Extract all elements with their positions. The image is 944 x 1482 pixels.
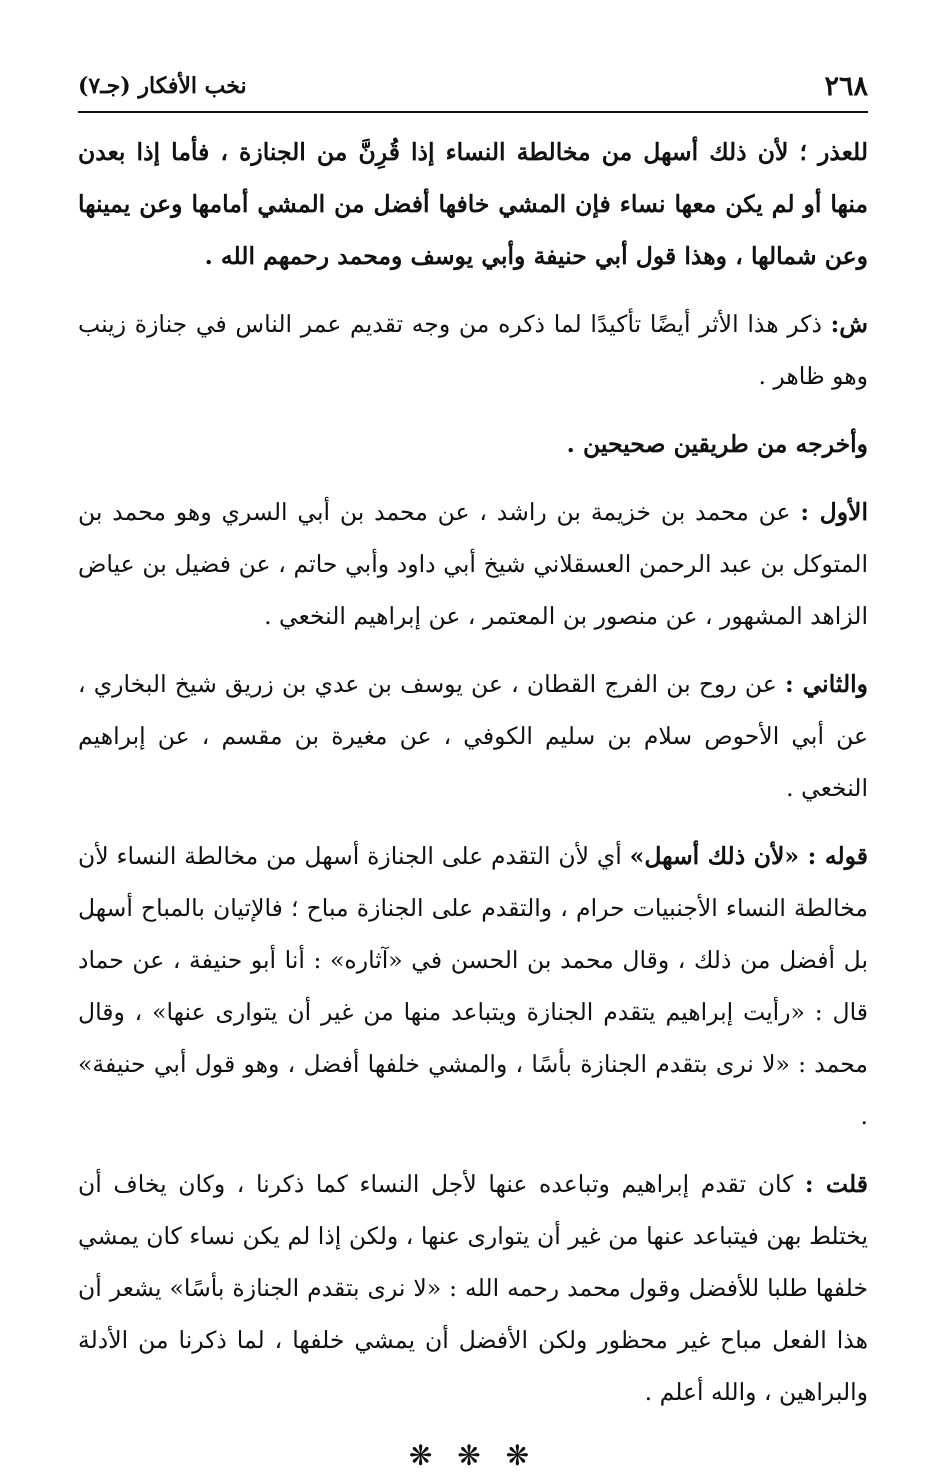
second-chain-lead: والثاني :: [785, 670, 868, 698]
first-chain-paragraph: [78, 486, 868, 642]
sharh-paragraph: [78, 298, 868, 402]
header-rule: [78, 111, 868, 113]
page-header: [78, 66, 868, 106]
first-chain-lead: الأول :: [800, 498, 868, 526]
qawluhu-paragraph: [78, 830, 868, 1142]
matn-paragraph: للعذر ؛ لأن ذلك أسهل من مخالطة النساء إذا قُرِنَّ من الجنازة ، فأما إذا بعدن منها أو لم يكن معها نساء فإن المشي خافها أفضل من المشي أمامها وعن يمينها وعن شمالها ، وهذا قول أبي حنيفة وأبي يوسف ومحمد رحمهم الله .: [78, 138, 868, 270]
second-chain-paragraph: [78, 658, 868, 814]
qultu-text: كان تقدم إبراهيم وتباعده عنها لأجل النساء كما ذكرنا ، وكان يخاف أن يختلط بهن فيتباعد عنها من غير أن يتوارى عنها ، ولكن إذا لم يكن نساء كان يمشي خلفها طلبا للأفضل وقول محمد رحمه الله : «لا نرى بتقدم الجنازة بأسًا» يشعر أن هذا الفعل مباح غير محظور ولكن الأفضل أن يمشي خلفها ، لما ذكرنا من الأدلة والبراهين ، والله أعلم .: [78, 1170, 868, 1406]
qultu-lead: قلت :: [804, 1170, 869, 1198]
page-number: ٢٦٨: [824, 70, 868, 102]
page-body: [78, 126, 869, 1472]
sharh-lead: ش:: [830, 310, 868, 338]
second-chain-text: عن روح بن الفرج القطان ، عن يوسف بن عدي بن زريق شيخ البخاري ، عن أبي الأحوص سلام بن سليم الكوفي ، عن مغيرة بن مقسم ، عن إبراهيم النخعي .: [78, 670, 868, 802]
running-title: نخب الأفكار (جـ٧): [78, 73, 247, 99]
takhrij-paragraph: وأخرجه من طريقين صحيحين .: [566, 430, 868, 458]
qultu-paragraph: [78, 1158, 868, 1418]
first-chain-text: عن محمد بن خزيمة بن راشد ، عن محمد بن أبي السري وهو محمد بن المتوكل بن عبد الرحمن العسقلاني شيخ أبي داود وأبي حاتم ، عن فضيل بن عياض الزاهد المشهور ، عن منصور بن المعتمر ، عن إبراهيم النخعي .: [78, 498, 868, 630]
qawluhu-text: أي لأن التقدم على الجنازة أسهل من مخالطة النساء لأن مخالطة النساء الأجنبيات حرام ، والتقدم على الجنازة مباح ؛ فالإتيان بالمباح أسهل بل أفضل من ذلك ، وقال محمد بن الحسن في «آثاره» : أنا أبو حنيفة ، عن حماد قال : «رأيت إبراهيم يتقدم الجنازة ويتباعد منها من غير أن يتوارى عنها» ، وقال محمد : «لا نرى بتقدم الجنازة بأسًا ، والمشي خلفها أفضل ، وهو قول أبي حنيفة» .: [78, 842, 868, 1130]
section-end-ornament: ❋ ❋ ❋: [408, 1439, 538, 1472]
sharh-text: ذكر هذا الأثر أيضًا تأكيدًا لما ذكره من وجه تقديم عمر الناس في جنازة زينب وهو ظاهر .: [78, 310, 868, 390]
qawluhu-lead: قوله : «لأن ذلك أسهل»: [629, 842, 868, 870]
